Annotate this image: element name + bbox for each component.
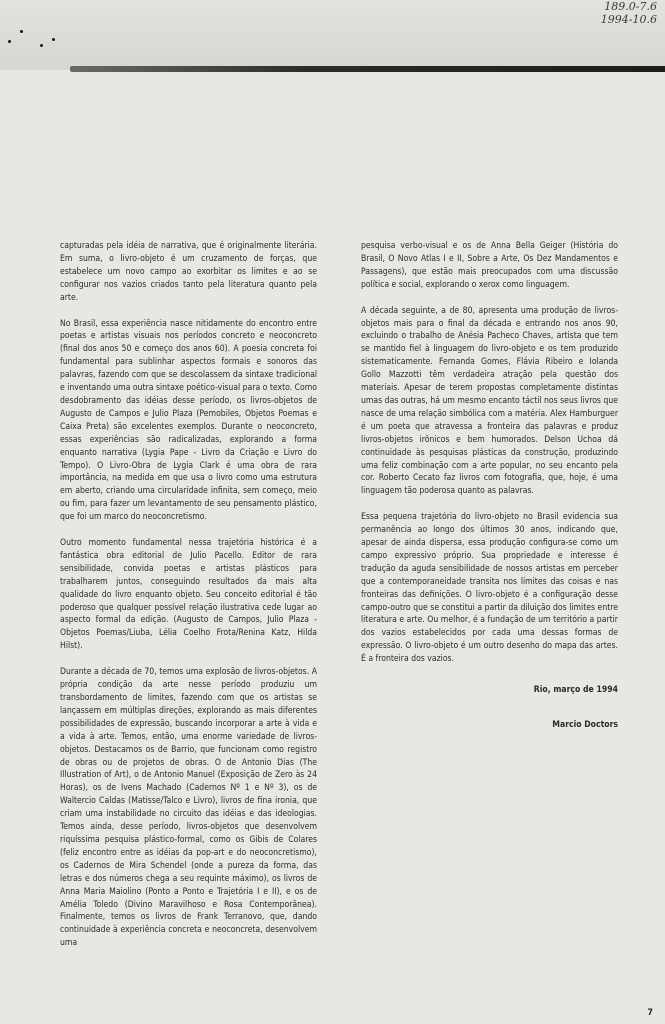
handwritten-note bbox=[557, 0, 657, 26]
scan-top-line bbox=[70, 66, 665, 72]
paragraph: Outro momento fundamental nessa trajetória histórica é a fantástica obra editorial de Julio Pacello. Editor de rara sensibilidade, convida poetas e artistas plásticos para trabalharem juntos, conseguindo resultados da mais alta qualidade do livro enquanto objeto. Seu conceito editorial é tão poderoso que qualquer possível relação ilustrativa cede lugar ao aspecto formal da edição. (Augusto de Campos, Julio Plaza - Objetos Poemas/Liuba, Lélia Coelho Frota/Renina Katz, Hilda Hilst). bbox=[60, 538, 317, 652]
paragraph: No Brasil, essa experiência nasce nitidamente do encontro entre poetas e artistas visuais nos períodos concreto e neoconcreto (final dos anos 50 e começo dos anos 60). A poesia concreta foi fundamental para sublinhar aspectos formais e sonoros das palavras, fazendo com que se descolassem da sintaxe tradicional e inventando uma outra sintaxe poético-visual para o texto. Como desdobramento das idéias desse período, os livros-objetos de Augusto de Campos e Julio Plaza (Pemobiles, Objetos Poemas e Caixa Preta) são excelentes exemplos. Durante o neoconcreto, essas experiências são radicalizadas, explorando a forma enquanto narrativa (Lygia Pape - Livro da Criação e Livro do Tempo). O Livro-Obra de Lygia Clark é uma obra de rara importância, na medida em que usa o livro como uma estrutura em aberto, criando uma circularidade infinita, sem começo, meio ou fim, para fazer um levantamento de seu pensamento plástico, que foi um marco do neoconcretismo. bbox=[60, 318, 317, 523]
left-column bbox=[60, 240, 317, 963]
paragraph: Essa pequena trajetória do livro-objeto no Brasil evidencia sua permanência ao longo dos últimos 30 anos, indicando que, apesar de ainda dispersa, essa produção configura-se como um campo expressivo próprio. Sua propriedade e interesse é tradução da aguda sensibilidade de nossos artistas em perceber que a contemporaneidade transita nos limites das coisas e nas fronteiras das definições. O livro-objeto é a configuração desse campo-outro que se constitui a partir da diluição dos limites entre literatura e arte. Ou melhor, é a fundação de um território a partir dos vazios estabelecidos por cada uma dessas formas de expressão. O livro-objeto é um outro desenho do mapa das artes. É a fronteira dos vazios. bbox=[361, 512, 618, 665]
paragraph: A década seguinte, a de 80, apresenta uma produção de livros-objetos mais para o final da década e entrando nos anos 90, excluindo o trabalho de Anésia Pacheco Chaves, artista que tem se mantido fiel à linguagem do livro-objeto e os tem produzido sistematicamente. Fernanda Gomes, Flávia Ribeiro e Iolanda Gollo Mazzotti têm verdadeira atração pela questão dos materiais. Apesar de terem propostas completamente distintas umas das outras, há um mesmo encanto táctil nos seus livros que nasce de uma relação simbólica com a matéria. Alex Hamburguer é um poeta que atravessa a fronteira das palavras e produz livros-objetos irônicos e bem humorados. Delson Uchoa dá continuidade às pesquisas plásticas da construção, produzindo uma feliz combinação com a arte popular, no seu encanto pela cor. Roberto Cecato faz livros com fotografia, que, hoje, é uma linguagem tão poderosa quanto as palavras. bbox=[361, 305, 618, 497]
signature-place-date: Rio, março de 1994 bbox=[533, 685, 618, 696]
signature-author: Marcio Doctors bbox=[552, 720, 618, 731]
handwritten-line: 189.0-7.6 bbox=[604, 0, 657, 13]
page-number: 7 bbox=[647, 1008, 653, 1018]
paragraph: pesquisa verbo-visual e os de Anna Bella Geiger (História do Brasil, O Novo Atlas I e II, Sobre a Arte, Os Dez Mandamentos e Passagens), que estão mais preocupados com uma discussão política e social, explorando o xerox como linguagem. bbox=[361, 241, 618, 290]
handwritten-line: 1994-10.6 bbox=[600, 13, 657, 26]
paragraph: capturadas pela idéia de narrativa, que é originalmente literária. Em suma, o livro-objeto é um cruzamento de forças, que estabelece um novo campo ao exorbitar os limites e ao se configurar nos vazios criados tanto pela literatura quanto pela arte. bbox=[60, 241, 317, 303]
paragraph: Durante a década de 70, temos uma explosão de livros-objetos. A própria condição da arte nesse período produziu um transbordamento de limites, fazendo com que os artistas se lançassem em múltiplas direções, explorando as mais diferentes possibilidades de expressão, buscando incorporar a arte à vida e a vida à arte. Temos, então, uma enorme variedade de livros-objetos. Destacamos os de Barrio, que funcionam como registro de obras ou de projetos de obras. O de Antonio Dias (The Illustration of Art), o de Antonio Manuel (Exposição de Zero às 24 Horas), os de Ivens Machado (Cadernos Nº 1 e Nº 3), os de Waltercio Caldas (Matisse/Talco e Livro), livros de fina ironia, que criam uma instabilidade no circuito das idéias e das ideologias. Temos ainda, desse período, livros-objetos que desenvolvem riquíssima pesquisa plástico-formal, como os Gibis de Colares (feliz encontro entre as idéias da pop-art e do neoconcretismo), os Cadernos de Mira Schendel (onde a pureza da forma, das letras e dos números chega a seu requinte máximo), os livros de Anna Maria Maiolino (Ponto a Ponto e Trajetória I e II), e os de Amélia Toledo (Divino Maravilhoso e Rosa Contemporânea). Finalmente, temos os livros de Frank Terranovo, que, dando continuidade à experiência concreta e neoconcreta, desenvolvem uma bbox=[60, 667, 317, 949]
right-column bbox=[361, 240, 618, 749]
